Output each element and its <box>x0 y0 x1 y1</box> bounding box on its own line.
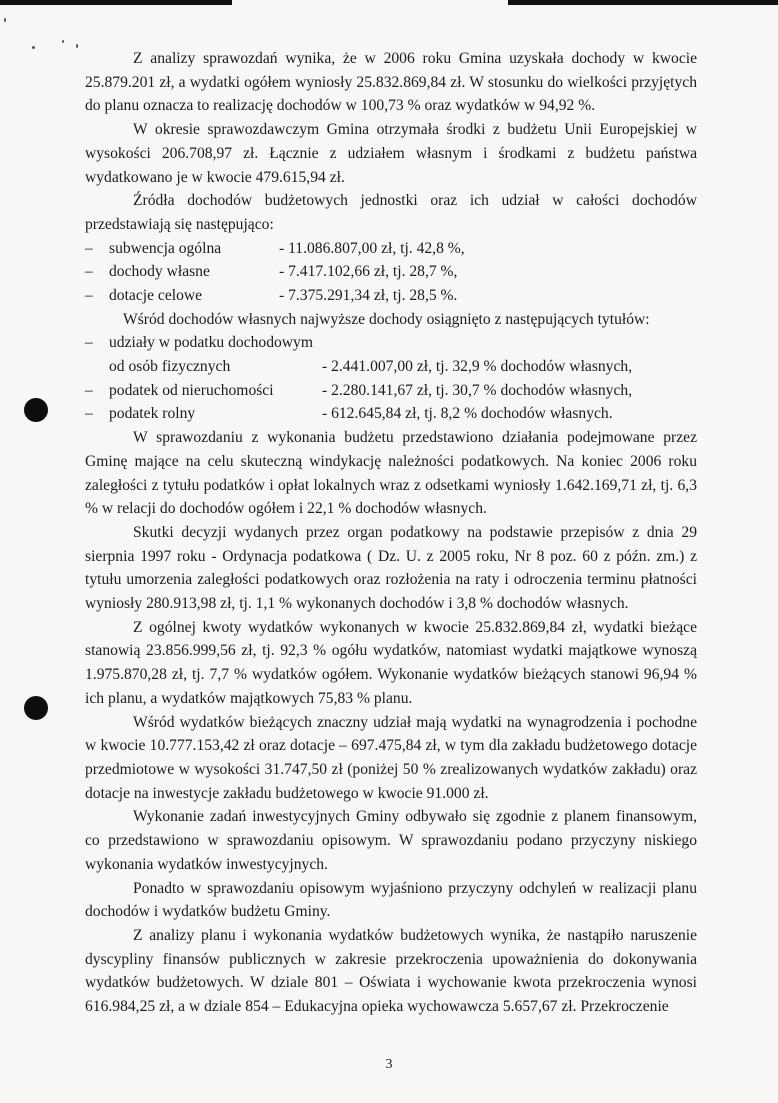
own-income-row <box>85 379 697 403</box>
paragraph: Z ogólnej kwoty wydatków wykonanych w kwocie 25.832.869,84 zł, wydatki bieżące stanowią 23.856.999,56 zł, tj. 92,3 % ogółu wydatków, natomiast wydatki majątkowe wynoszą 1.975.870,28 zł, tj. 7,7 % wydatków ogółem. Wykonanie wydatków bieżących stanowi 96,94 % ich planu, a wydatków majątkowych 75,83 % planu. <box>85 618 697 707</box>
list-dash: – <box>85 334 93 352</box>
own-income-label: udziały w podatku dochodowym <box>109 334 313 352</box>
punch-hole <box>24 398 48 422</box>
paragraph: Z analizy planu i wykonania wydatków budżetowych wynika, że nastąpiło naruszenie dyscypliny finansów publicznych w zakresie przekroczenia upoważnienia do dokonywania wydatków budżetowych. W dziale 801 – Oświata i wychowanie kwota przekroczenia wynosi 616.984,25 zł, a w dziale 854 – Edukacyjna opieka wychowawcza 5.657,67 zł. Przekroczenie <box>85 926 697 1016</box>
own-income-row <box>85 402 697 426</box>
own-income-value: - 2.280.141,67 zł, tj. 30,7 % dochodów własnych, <box>322 381 633 399</box>
list-dash: – <box>85 239 93 257</box>
own-income-row <box>85 331 697 355</box>
list-dash: – <box>85 381 93 399</box>
paragraph: Skutki decyzji wydanych przez organ podatkowy na podstawie przepisów z dnia 29 sierpnia 1997 roku - Ordynacja podatkowa ( Dz. U. z 2005 roku, Nr 8 poz. 60 z późn. zm.) z tytułu umorzenia zaległości podatkowych oraz rozłożenia na raty i odroczenia terminu płatności wyniosły 280.913,98 zł, tj. 1,1 % wykonanych dochodów i 3,8 % dochodów własnych. <box>85 523 697 613</box>
scan-edge-artifact <box>0 0 778 7</box>
own-income-row <box>85 355 697 379</box>
punch-hole <box>24 696 48 720</box>
list-dash: – <box>85 263 93 281</box>
scan-edge-bar <box>0 0 232 5</box>
income-source-row <box>85 260 697 284</box>
own-income-label: podatek od nieruchomości <box>109 381 274 399</box>
income-source-row <box>85 237 697 261</box>
paragraph: Wśród dochodów własnych najwyższe dochody osiągnięto z następujących tytułów: <box>123 310 650 328</box>
paragraph: W sprawozdaniu z wykonania budżetu przedstawiono działania podejmowane przez Gminę mające na celu skuteczną windykację należności podatkowych. Na koniec 2006 roku zaległości z tytułu podatków i opłat lokalnych wraz z odsetkami wyniosły 1.642.169,71 zł, tj. 6,3 % w relacji do dochodów ogółem i 22,1 % dochodów własnych. <box>85 429 697 518</box>
own-income-value: - 2.441.007,00 zł, tj. 32,9 % dochodów własnych, <box>322 358 633 376</box>
paragraph: Wśród wydatków bieżących znaczny udział mają wydatki na wynagrodzenia i pochodne w kwocie 10.777.153,42 zł oraz dotacje – 697.475,84 zł, w tym dla zakładu budżetowego dotacje przedmiotowe w wysokości 31.747,50 zł (poniżej 50 % zrealizowanych wydatków zakładu) oraz dotacje na inwestycje zakładu budżetowego w kwocie 91.000 zł. <box>85 713 697 802</box>
income-source-value: - 7.417.102,66 zł, tj. 28,7 %, <box>279 263 458 281</box>
paragraph: Ponadto w sprawozdaniu opisowym wyjaśniono przyczyny odchyleń w realizacji planu dochodów i wydatków budżetu Gminy. <box>85 879 697 921</box>
scan-speck <box>76 44 78 48</box>
scan-speck <box>32 46 35 49</box>
paragraph: Z analizy sprawozdań wynika, że w 2006 roku Gmina uzyskała dochody w kwocie 25.879.201 zł, a wydatki ogółem wyniosły 25.832.869,84 zł. W stosunku do wielkości przyjętych do planu oznacza to realizację dochodów w 100,73 % oraz wydatków w 94,92 %. <box>85 50 697 115</box>
paragraph: Źródła dochodów budżetowych jednostki oraz ich udział w całości dochodów przedstawiają się następująco: <box>85 192 697 233</box>
income-source-value: - 11.086.807,00 zł, tj. 42,8 %, <box>279 239 465 257</box>
income-source-row <box>85 284 697 308</box>
scan-speck <box>4 18 6 22</box>
income-source-label: dotacje celowe <box>109 287 203 304</box>
income-source-label: subwencja ogólna <box>109 239 222 257</box>
paragraph: W okresie sprawozdawczym Gmina otrzymała środki z budżetu Unii Europejskiej w wysokości 206.708,97 zł. Łącznie z udziałem własnym i środkami z budżetu państwa wydatkowano je w kwocie 479.615,94 zł. <box>85 121 697 186</box>
own-income-label: podatek rolny <box>109 405 196 423</box>
page-number: 3 <box>385 1057 393 1072</box>
paragraph: Wykonanie zadań inwestycyjnych Gminy odbywało się zgodnie z planem finansowym, co przedstawiono w sprawozdaniu opisowym. W sprawozdaniu podano przyczyny niskiego wykonania wydatków inwestycyjnych. <box>85 808 697 873</box>
scan-speck <box>62 40 64 43</box>
scan-edge-bar <box>508 0 778 5</box>
list-dash: – <box>85 287 93 304</box>
own-income-value: - 612.645,84 zł, tj. 8,2 % dochodów własnych. <box>322 405 613 423</box>
list-dash: – <box>85 405 93 423</box>
income-source-label: dochody własne <box>109 263 210 281</box>
own-income-label: od osób fizycznych <box>109 358 231 376</box>
document-body <box>85 47 697 1019</box>
income-source-value: - 7.375.291,34 zł, tj. 28,5 %. <box>279 287 458 304</box>
